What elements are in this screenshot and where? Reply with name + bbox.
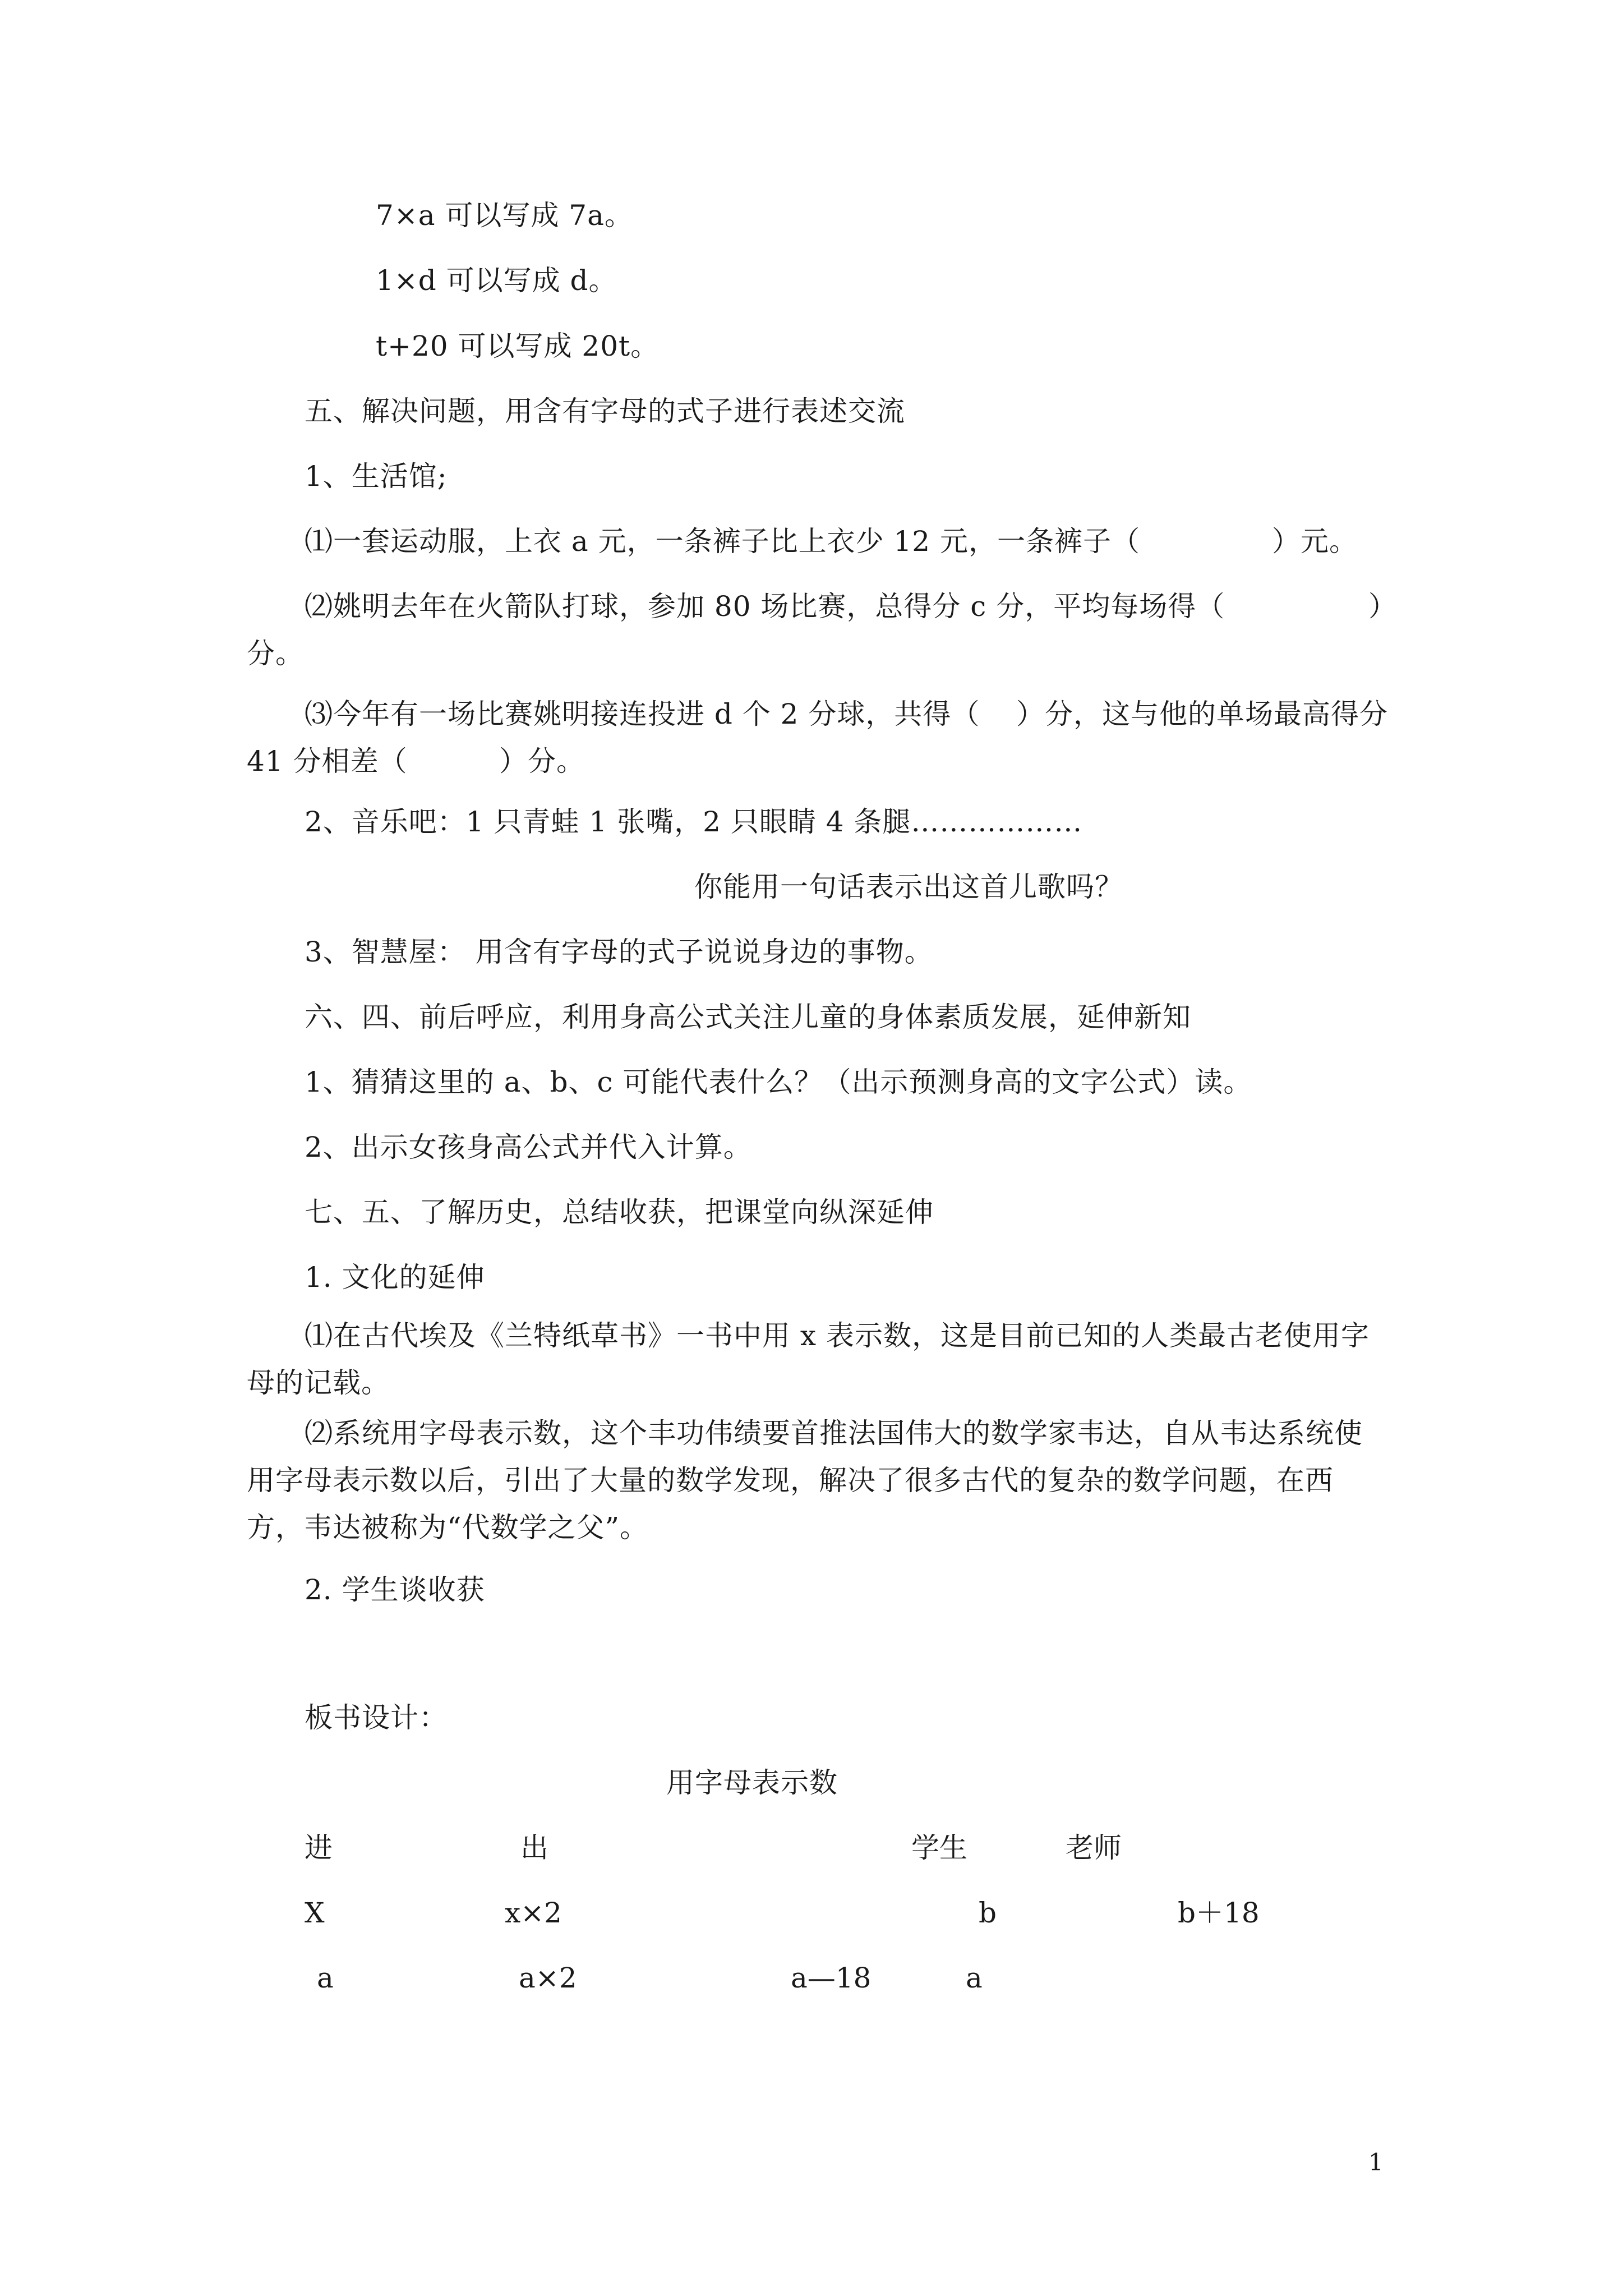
question-3-part-b: ）分，这与他的单场最高得分: [1016, 698, 1388, 730]
page-number: 1: [1368, 2148, 1384, 2176]
item-student-harvest: 2. 学生谈收获: [305, 1573, 485, 1606]
item-girl-formula: 2、出示女孩身高公式并代入计算。: [305, 1131, 752, 1163]
paragraph-egypt: ⑴在古代埃及《兰特纸草书》一书中用 x 表示数，这是目前已知的人类最古老使用字母的记载。: [247, 1319, 1370, 1399]
board-row1-teacher: b＋18: [1178, 1897, 1260, 1929]
board-row1-student: b: [979, 1897, 997, 1929]
question-1-part-b: ）元。: [1272, 525, 1358, 558]
board-header-teacher: 老师: [1066, 1832, 1122, 1864]
section-heading-7: 七、五、了解历史，总结收获，把课堂向纵深延伸: [305, 1196, 934, 1228]
board-row1-out: x×2: [505, 1897, 562, 1929]
question-3-part-a: ⑶今年有一场比赛姚明接连投进 d 个 2 分球，共得（: [305, 698, 980, 730]
line-7a: 7×a 可以写成 7a。: [376, 199, 633, 232]
item-life-hall: 1、生活馆;: [305, 460, 448, 493]
question-1-part-a: ⑴一套运动服，上衣 a 元，一条裤子比上衣少 12 元，一条裤子（: [305, 525, 1141, 558]
board-header-in: 进: [305, 1832, 333, 1864]
question-2-part-c: 分。: [247, 637, 304, 670]
board-row2-student-calc: a—18: [791, 1962, 872, 1994]
item-guess-abc: 1、猜猜这里的 a、b、c 可能代表什么？（出示预测身高的文字公式）读。: [305, 1066, 1252, 1098]
board-title: 用字母表示数: [666, 1766, 838, 1799]
item-wisdom-house: 3、智慧屋： 用含有字母的式子说说身边的事物。: [305, 936, 933, 968]
board-row2-in: a: [317, 1962, 334, 1994]
question-2-part-a: ⑵姚明去年在火箭队打球，参加 80 场比赛，总得分 c 分，平均每场得（: [305, 590, 1225, 623]
question-2-part-b: ）: [1368, 590, 1397, 623]
board-design-label: 板书设计：: [305, 1701, 448, 1734]
song-question: 你能用一句话表示出这首儿歌吗？: [694, 871, 1123, 903]
board-header-out: 出: [520, 1832, 548, 1864]
board-row2-out: a×2: [519, 1962, 577, 1994]
item-music-bar: 2、音乐吧：1 只青蛙 1 张嘴，2 只眼睛 4 条腿………………: [305, 806, 1083, 838]
paragraph-viete: ⑵系统用字母表示数，这个丰功伟绩要首推法国伟大的数学家韦达，自从韦达系统使用字母表示数以后，引出了大量的数学发现，解决了很多古代的复杂的数学问题，在西方，韦达被称为“代数学之父”。: [247, 1417, 1363, 1544]
section-heading-6: 六、四、前后呼应，利用身高公式关注儿童的身体素质发展，延伸新知: [305, 1001, 1191, 1033]
board-header-student: 学生: [911, 1832, 967, 1864]
line-20t: t+20 可以写成 20t。: [376, 330, 660, 362]
section-heading-5: 五、解决问题，用含有字母的式子进行表述交流: [305, 395, 905, 427]
board-row1-in: X: [305, 1897, 325, 1929]
question-3-part-d: ）分。: [499, 745, 585, 777]
board-row2-teacher: a: [966, 1962, 983, 1994]
question-3-part-c: 41 分相差（: [247, 745, 408, 777]
item-culture-extension: 1. 文化的延伸: [305, 1261, 485, 1294]
line-1d: 1×d 可以写成 d。: [376, 264, 617, 297]
